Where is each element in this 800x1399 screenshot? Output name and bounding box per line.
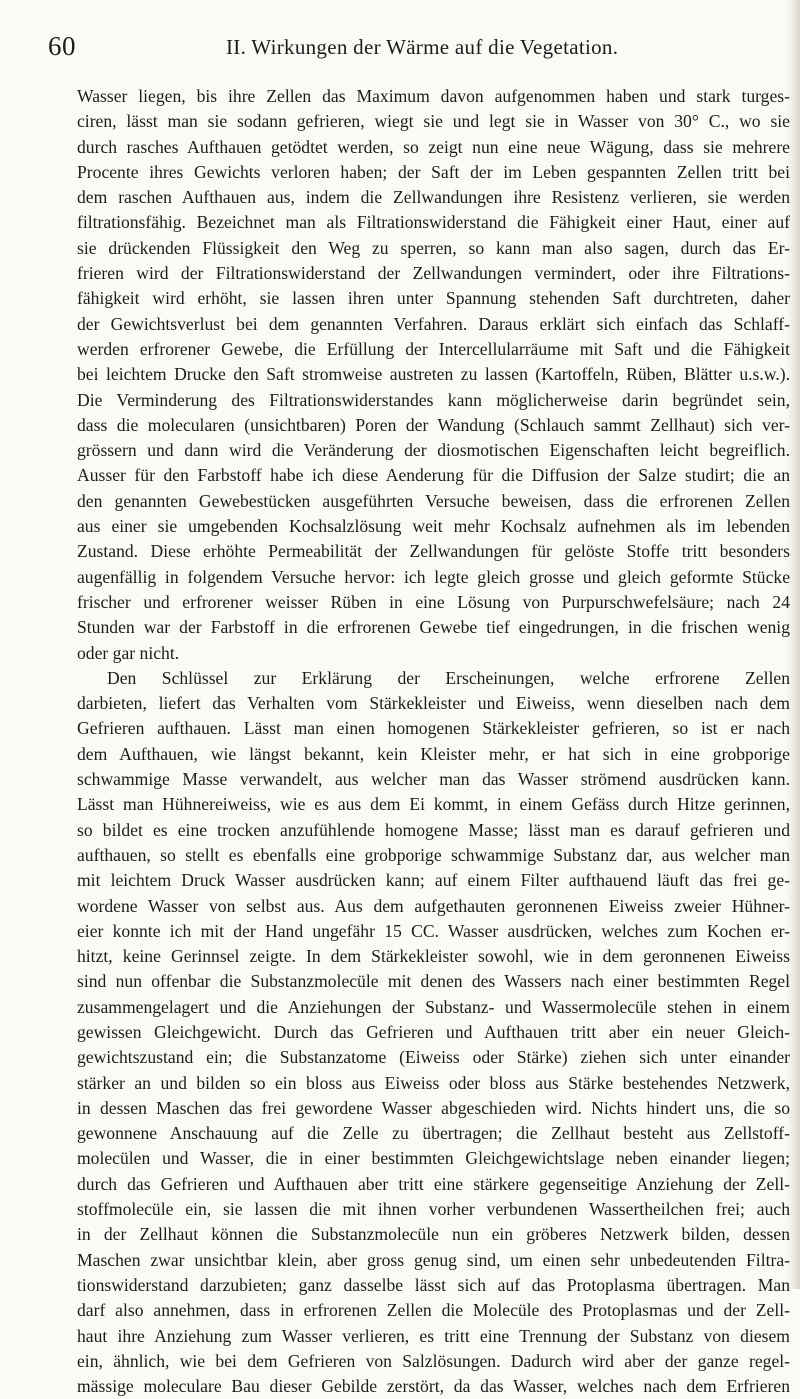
- text-line: stoffmolecüle ein, sie lassen die mit ihnen vorher verbundenen Wassertheilchen frei; auch: [77, 1199, 790, 1220]
- text-line: Die Verminderung des Filtrationswiderstandes kann möglicherweise darin begründet sein,: [77, 389, 790, 410]
- text-line: stärker an und bilden so ein bloss aus Eiweiss oder bloss aus Stärke bestehendes Netzwerk,: [77, 1072, 790, 1093]
- text-line: dass die molecularen (unsichtbaren) Poren der Wandung (Schlauch sammt Zellhaut) sich ver-: [77, 414, 790, 435]
- text-line: gewichtszustand ein; die Substanzatome (Eiweiss oder Stärke) ziehen sich unter einander: [77, 1047, 790, 1068]
- page-number: 60: [48, 31, 76, 61]
- text-line: Procente ihres Gewichts verloren haben; der Saft der im Leben gespannten Zellen tritt bei: [77, 161, 790, 182]
- text-line: gewonnene Anschauung auf die Zelle zu übertragen; die Zellhaut besteht aus Zellstoff-: [77, 1123, 790, 1144]
- text-line: Stunden war der Farbstoff in die erfrorenen Gewebe tief eingedrungen, in die frischen wenig: [77, 617, 790, 638]
- text-line: durch das Gefrieren und Aufthauen aber tritt eine stärkere gegenseitige Anziehung der Zell-: [77, 1173, 790, 1194]
- body-text: [77, 84, 790, 1399]
- page-header: [48, 30, 768, 70]
- text-line: schwammige Masse verwandelt, aus welcher man das Wasser strömend ausdrücken kann.: [77, 769, 790, 790]
- text-line: filtrationsfähig. Bezeichnet man als Filtrationswiderstand die Fähigkeit einer Haut, einer auf: [77, 212, 790, 233]
- text-line: Gefrieren aufthauen. Lässt man einen homogenen Stärkekleister gefrieren, so ist er nach: [77, 718, 790, 739]
- text-line: sie drückenden Flüssigkeit den Weg zu sperren, so kann man also sagen, durch das Er-: [77, 237, 790, 258]
- text-line: darf also annehmen, dass in erfrorenen Zellen die Molecüle des Protoplasmas und der Zell-: [77, 1300, 790, 1321]
- spaced-heading-line: Den Schlüssel zur Erklärung der Erscheinungen, welche erfrorene Zellen: [107, 667, 790, 688]
- text-line: Ausser für den Farbstoff habe ich diese Aenderung für die Diffusion der Salze studirt; die an: [77, 465, 790, 486]
- text-line: mit leichtem Druck Wasser ausdrücken kann; auf einem Filter aufthauend läuft das frei ge-: [77, 870, 790, 891]
- text-line: Lässt man Hühnereiweiss, wie es aus dem Ei kommt, in einem Gefäss durch Hitze gerinnen,: [77, 794, 790, 815]
- text-line: dem raschen Aufthauen aus, indem die Zellwandungen ihre Resistenz verlieren, sie werden: [77, 187, 790, 208]
- text-line: frieren wird der Filtrationswiderstand der Zellwandungen vermindert, oder ihre Filtrations-: [77, 263, 790, 284]
- text-line: den genannten Gewebestücken ausgeführten Versuche beweisen, dass die erfrorenen Zellen: [77, 490, 790, 511]
- text-line: aufthauen, so stellt es ebenfalls eine grobporige schwammige Substanz dar, aus welcher man: [77, 844, 790, 865]
- text-line: fähigkeit wird erhöht, sie lassen ihren unter Spannung stehenden Saft durchtreten, daher: [77, 288, 790, 309]
- text-line: bei leichtem Drucke den Saft stromweise austreten zu lassen (Kartoffeln, Rüben, Blätter u.s.w.).: [77, 364, 790, 385]
- text-line: werden erfrorener Gewebe, die Erfüllung der Intercellularräume mit Saft und die Fähigkeit: [77, 338, 790, 359]
- text-line: Zustand. Diese erhöhte Permeabilität der Zellwandungen für gelöste Stoffe tritt besonders: [77, 541, 790, 562]
- text-line: molecülen und Wasser, die in einer bestimmten Gleichgewichtslage neben einander liegen;: [77, 1148, 790, 1169]
- text-line: zusammengelagert und die Anziehungen der Substanz- und Wassermolecüle stehen in einem: [77, 996, 790, 1017]
- text-line: durch rasches Aufthauen getödtet werden, so zeigt nun eine neue Wägung, dass sie mehrere: [77, 136, 790, 157]
- text-line: ein, ähnlich, wie bei dem Gefrieren von Salzlösungen. Dadurch wird aber der ganze regel-: [77, 1350, 790, 1371]
- text-line: eier konnte ich mit der Hand ungefähr 15 CC. Wasser ausdrücken, welches zum Kochen er-: [77, 920, 790, 941]
- text-line: darbieten, liefert das Verhalten vom Stärkekleister und Eiweiss, wenn dieselben nach dem: [77, 693, 790, 714]
- text-line: dem Aufthauen, wie längst bekannt, kein Kleister mehr, er hat sich in eine grobporige: [77, 743, 790, 764]
- text-line: tionswiderstand darzubieten; ganz dasselbe lässt sich auf das Protoplasma übertragen. Man: [77, 1274, 790, 1295]
- text-line: frischer und erfrorener weisser Rüben in eine Lösung von Purpurschwefelsäure; nach 24: [77, 591, 790, 612]
- text-line: so bildet es eine trocken anzufühlende homogene Masse; lässt man es darauf gefrieren und: [77, 819, 790, 840]
- text-line: mässige moleculare Bau dieser Gebilde zerstört, da das Wasser, welches nach dem Erfrieren: [77, 1376, 790, 1397]
- text-line: augenfällig in folgendem Versuche hervor: ich legte gleich grosse und gleich geformte Stücke: [77, 566, 790, 587]
- text-line: in der Zellhaut können die Substanzmolecüle nun ein gröberes Netzwerk bilden, dessen: [77, 1224, 790, 1245]
- text-line: der Gewichtsverlust bei dem genannten Verfahren. Daraus erklärt sich einfach das Schlaff-: [77, 313, 790, 334]
- text-line: gewissen Gleichgewicht. Durch das Gefrieren und Aufthauen tritt aber ein neuer Gleich-: [77, 1021, 790, 1042]
- text-line: wordene Wasser von selbst aus. Aus dem aufgethauten geronnenen Eiweiss zweier Hühner-: [77, 895, 790, 916]
- text-line: haut ihre Anziehung zum Wasser verlieren, es tritt eine Trennung der Substanz von diesem: [77, 1325, 790, 1346]
- text-line: in dessen Maschen das frei gewordene Wasser abgeschieden wird. Nichts hindert uns, die so: [77, 1097, 790, 1118]
- text-line: hitzt, keine Gerinnsel zeigte. In dem Stärkekleister sowohl, wie in dem geronnenen Eiweiss: [77, 946, 790, 967]
- running-head: II. Wirkungen der Wärme auf die Vegetation.: [226, 35, 619, 59]
- text-line: aus einer sie umgebenden Kochsalzlösung weit mehr Kochsalz aufnehmen als im lebenden: [77, 516, 790, 537]
- text-line: grössern und dann wird die Veränderung der diosmotischen Eigenschaften leicht begreiflich.: [77, 440, 790, 461]
- text-line: sind nun offenbar die Substanzmolecüle mit denen des Wassers nach einer bestimmten Regel: [77, 971, 790, 992]
- text-line: Maschen zwar unsichtbar klein, aber gross genug sind, um einen sehr unbedeutenden Filtra-: [77, 1249, 790, 1270]
- paragraph-end-line: oder gar nicht.: [77, 642, 180, 663]
- text-line: Wasser liegen, bis ihre Zellen das Maximum davon aufgenommen haben und stark turges-: [77, 86, 790, 106]
- text-line: ciren, lässt man sie sodann gefrieren, wiegt sie und legt sie in Wasser von 30° C., wo sie: [77, 111, 790, 132]
